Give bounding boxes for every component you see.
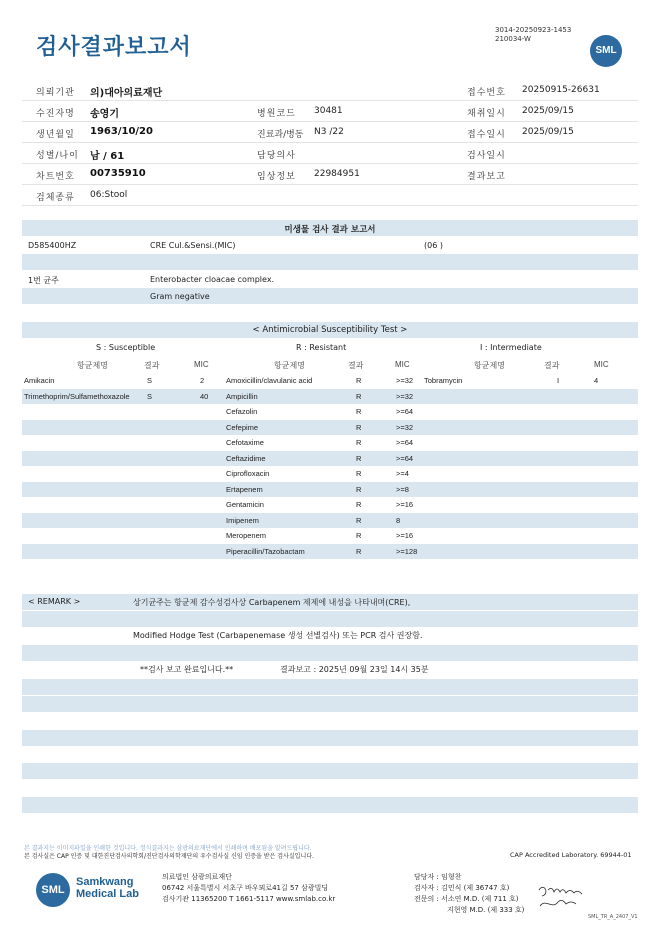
- clinical-label: 임상정보: [257, 172, 296, 182]
- col2-drug: Amoxicillin/clavulanic acid: [226, 376, 313, 385]
- col2-drug: Ertapenem: [226, 484, 263, 494]
- ast-row: [22, 513, 638, 528]
- dob-label: 생년월일: [36, 130, 75, 140]
- col1-result-header: 결과: [144, 361, 160, 370]
- tester-value: 김민식 (제 36747 호): [441, 884, 510, 892]
- remark-band-3: [22, 645, 638, 661]
- col2-mic: >=8: [396, 484, 409, 494]
- col2-drug: Cefazolin: [226, 407, 258, 416]
- institution-value: 의)대아의료재단: [90, 88, 163, 99]
- gram-stain: Gram negative: [150, 292, 210, 301]
- test-code: D585400HZ: [28, 241, 77, 250]
- footer-notice-1: 본 결과지는 이미지파일을 인쇄한 것입니다. 정식결과지는 삼광의료재단에서 인쇄하며 배포됨을 알려드립니다.: [24, 845, 312, 852]
- clinical-value: 22984951: [314, 169, 360, 179]
- remark-band-2: [22, 611, 638, 627]
- col1-mic: 2: [200, 376, 205, 385]
- col2-drug: Imipenem: [226, 515, 259, 525]
- col2-drug: Ceftazidime: [226, 453, 266, 463]
- patient-value: 송영기: [90, 109, 119, 120]
- receipt-date-label: 접수일시: [467, 130, 506, 140]
- blank-band-2: [22, 696, 638, 712]
- sex-age-label: 성별/나이: [36, 151, 79, 161]
- sml-footer-logo: SML: [36, 873, 70, 907]
- dept-label: 진료과/병동: [257, 130, 304, 140]
- dob-value: 1963/10/20: [90, 126, 153, 137]
- col2-result: R: [356, 531, 362, 540]
- report-title: 검사결과보고서: [36, 35, 192, 60]
- collect-date-label: 채취일시: [467, 109, 506, 119]
- document-id-line2: 210034-W: [495, 35, 531, 43]
- col2-mic: >=64: [396, 438, 414, 447]
- col1-drug-header: 항균제명: [77, 361, 108, 370]
- col2-mic: >=32: [396, 376, 414, 385]
- col2-mic: >=128: [396, 546, 418, 556]
- org-info: [162, 872, 335, 905]
- form-code: SML_TR_A_2407_V1: [588, 914, 638, 920]
- cap-accreditation: CAP Accredited Laboratory. 69944-01: [510, 851, 632, 859]
- col2-result: R: [356, 422, 362, 432]
- ast-header-row: [22, 357, 638, 372]
- col2-drug: Piperacillin/Tazobactam: [226, 546, 305, 556]
- hospital-code-label: 병원코드: [257, 109, 296, 119]
- remark-line-2: Modified Hodge Test (Carbapenemase 생성 선별검사) 또는 PCR 검사 권장함.: [133, 631, 423, 640]
- col1-mic-header: MIC: [194, 360, 209, 369]
- col2-result: R: [356, 484, 362, 494]
- col2-mic: >=64: [396, 407, 414, 416]
- staff-info: [414, 872, 524, 916]
- patient-label: 수진자명: [36, 109, 75, 119]
- doctor-label: 담당의사: [257, 151, 296, 161]
- test-number: (06 ): [424, 241, 443, 250]
- col2-drug: Ciprofloxacin: [226, 469, 270, 478]
- ast-row: [22, 528, 638, 543]
- remark-label: < REMARK >: [28, 597, 81, 606]
- document-id-line1: 3014-20250923-1453: [495, 26, 572, 34]
- blank-band-5: [22, 797, 638, 813]
- brand-line-2: Medical Lab: [76, 888, 139, 900]
- col2-mic: >=16: [396, 500, 414, 509]
- header-row-1: [22, 80, 638, 101]
- organism-label: 1번 균주: [28, 276, 59, 285]
- specialist-label: 전문의 :: [414, 895, 439, 903]
- document-id: [495, 26, 571, 44]
- test-name: CRE Cul.&Sensi.(MIC): [150, 241, 236, 250]
- col2-drug: Ampicillin: [226, 391, 258, 401]
- report-complete: **검사 보고 완료입니다.**: [140, 665, 234, 674]
- manager-value: 임형찬: [441, 873, 462, 881]
- col1-result: S: [147, 376, 153, 385]
- blank-band-4: [22, 763, 638, 779]
- col1-mic: 40: [200, 391, 209, 401]
- header-row-6: [22, 185, 638, 206]
- col2-mic: >=64: [396, 453, 414, 463]
- specimen-value: 06:Stool: [90, 190, 128, 200]
- ast-row: [22, 482, 638, 497]
- col2-result-header: 결과: [348, 361, 364, 370]
- report-time: 결과보고 : 2025년 09월 23일 14시 35분: [280, 665, 429, 674]
- receipt-date-value: 2025/09/15: [522, 127, 574, 137]
- ast-row: [22, 466, 638, 481]
- col2-drug-header: 항균제명: [274, 361, 305, 370]
- col1-drug: Trimethoprim/Sulfamethoxazole: [24, 391, 130, 401]
- header-row-4: [22, 143, 638, 164]
- col3-drug-header: 항균제명: [474, 361, 505, 370]
- specialist-2: 지현영 M.D. (제 333 호): [447, 906, 525, 914]
- header-row-2: [22, 101, 638, 122]
- chart-label: 차트번호: [36, 172, 75, 182]
- ast-row: [22, 373, 638, 388]
- col2-result: R: [356, 407, 362, 416]
- col2-result: R: [356, 376, 362, 385]
- receipt-no-label: 접수번호: [467, 88, 506, 98]
- col2-drug: Meropenem: [226, 531, 267, 540]
- legend-resistant: R : Resistant: [296, 343, 347, 352]
- org-contact: 검사기관 11365200 T 1661-5117 www.smlab.co.kr: [162, 895, 336, 903]
- col3-result-header: 결과: [544, 361, 560, 370]
- col3-mic-header: MIC: [594, 360, 609, 369]
- col2-result: R: [356, 438, 362, 447]
- specimen-label: 검체종류: [36, 193, 75, 203]
- ast-row: [22, 544, 638, 559]
- col2-result: R: [356, 469, 362, 478]
- collect-date-value: 2025/09/15: [522, 106, 574, 116]
- col2-result: R: [356, 515, 362, 525]
- remark-line-1: 상기균주는 항균제 감수성검사상 Carbapenem 제제에 내성을 나타내며(CRE),: [133, 598, 411, 607]
- chart-value: 00735910: [90, 168, 146, 179]
- ast-row: [22, 389, 638, 404]
- tester-label: 검사자 :: [414, 884, 439, 892]
- blank-band-3: [22, 730, 638, 746]
- col2-mic: 8: [396, 515, 401, 525]
- col2-drug: Cefepime: [226, 422, 259, 432]
- manager-label: 담당자 :: [414, 873, 439, 881]
- col2-result: R: [356, 546, 362, 556]
- micro-band-3: [22, 288, 638, 304]
- ast-row: [22, 497, 638, 512]
- col3-mic: 4: [594, 376, 599, 385]
- col2-mic: >=32: [396, 391, 414, 401]
- col2-mic: >=4: [396, 469, 409, 478]
- legend-intermediate: I : Intermediate: [480, 343, 542, 352]
- col2-mic: >=32: [396, 422, 414, 432]
- result-report-label: 결과보고: [467, 172, 506, 182]
- col1-result: S: [147, 391, 153, 401]
- micro-section-title: 미생물 검사 결과 보고서: [284, 225, 376, 235]
- dept-value: N3 /22: [314, 127, 344, 137]
- sex-age-value: 남 / 61: [90, 151, 125, 162]
- micro-band-2: [22, 254, 638, 270]
- hospital-code-value: 30481: [314, 106, 343, 116]
- ast-row: [22, 435, 638, 450]
- col2-mic: >=16: [396, 531, 414, 540]
- specialist-1: 서소연 M.D. (제 711 호): [441, 895, 519, 903]
- footer-brand: [76, 876, 139, 900]
- brand-line-1: Samkwang: [76, 876, 134, 888]
- col2-result: R: [356, 391, 362, 401]
- ast-row: [22, 404, 638, 419]
- header-row-5: [22, 164, 638, 185]
- legend-susceptible: S : Susceptible: [96, 343, 156, 352]
- col2-result: R: [356, 500, 362, 509]
- ast-row: [22, 420, 638, 435]
- org-address: 06742 서울특별시 서초구 바우뫼로41길 57 삼광빌딩: [162, 884, 329, 892]
- col2-drug: Cefotaxime: [226, 438, 264, 447]
- col3-result: I: [557, 376, 560, 385]
- col2-drug: Gentamicin: [226, 500, 264, 509]
- receipt-no-value: 20250915-26631: [522, 85, 600, 95]
- col2-mic-header: MIC: [395, 360, 410, 369]
- sml-logo: SML: [590, 35, 622, 67]
- blank-band-1: [22, 679, 638, 695]
- footer-notice-2: 본 검사실은 CAP 인증 및 대한진단검사의학회/진단검사의학재단의 우수검사실 신임 인증을 받은 검사실입니다.: [24, 853, 314, 860]
- ast-row: [22, 451, 638, 466]
- signature-graphic: [536, 880, 596, 912]
- ast-title: < Antimicrobial Susceptibility Test >: [252, 325, 408, 335]
- col1-drug: Amikacin: [24, 376, 55, 385]
- org-name: 의료법인 삼광의료재단: [162, 873, 232, 881]
- test-date-label: 검사일시: [467, 151, 506, 161]
- organism-name: Enterobacter cloacae complex.: [150, 275, 275, 284]
- col3-drug: Tobramycin: [424, 376, 463, 385]
- institution-label: 의뢰기관: [36, 88, 75, 98]
- col2-result: R: [356, 453, 362, 463]
- header-row-3: [22, 122, 638, 143]
